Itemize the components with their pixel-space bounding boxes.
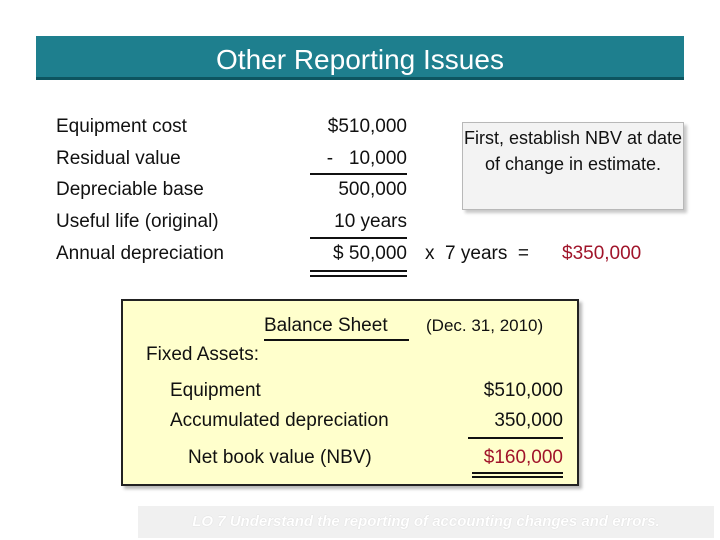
multiply-result: $350,000 bbox=[562, 243, 642, 264]
nbv-label: Net book value (NBV) bbox=[188, 447, 372, 468]
amount-depreciable-base: 500,000 bbox=[338, 179, 407, 200]
nbv-double-underline-top bbox=[472, 472, 563, 474]
callout-text: First, establish NBV at date of change in estimate. bbox=[463, 128, 683, 174]
balance-sheet-date: (Dec. 31, 2010) bbox=[426, 316, 544, 335]
title-bar bbox=[36, 36, 684, 80]
multiply-text: x 7 years = bbox=[425, 243, 530, 264]
subtraction-rule bbox=[468, 437, 563, 439]
label-useful-life: Useful life (original) bbox=[56, 211, 219, 232]
amount-useful-life: 10 years bbox=[334, 211, 407, 232]
nbv-value: $160,000 bbox=[483, 447, 563, 468]
fixed-assets-label: Fixed Assets: bbox=[146, 344, 259, 365]
double-underline-top bbox=[310, 270, 407, 272]
double-underline-bottom bbox=[310, 275, 407, 277]
slide-title: Other Reporting Issues bbox=[216, 44, 504, 75]
label-depreciable-base: Depreciable base bbox=[56, 179, 204, 200]
callout-box bbox=[462, 122, 684, 210]
heading-underline bbox=[264, 339, 409, 341]
label-equipment-cost: Equipment cost bbox=[56, 116, 187, 137]
label-residual-value: Residual value bbox=[56, 148, 181, 169]
label-annual-depreciation: Annual depreciation bbox=[56, 243, 224, 264]
accumulated-depreciation-label: Accumulated depreciation bbox=[170, 410, 389, 431]
accumulated-depreciation-value: 350,000 bbox=[494, 410, 563, 431]
amount-equipment-cost: $510,000 bbox=[327, 116, 407, 137]
amount-annual-depreciation: $ 50,000 bbox=[333, 243, 407, 264]
equipment-label: Equipment bbox=[170, 380, 261, 401]
equipment-value: $510,000 bbox=[483, 380, 563, 401]
amount-residual-value: - 10,000 bbox=[326, 148, 407, 169]
balance-sheet-heading: Balance Sheet bbox=[264, 315, 388, 336]
footer-bar bbox=[138, 506, 714, 538]
footer-text: LO 7 Understand the reporting of accounting changes and errors. bbox=[192, 513, 660, 530]
nbv-double-underline-bottom bbox=[472, 476, 563, 478]
